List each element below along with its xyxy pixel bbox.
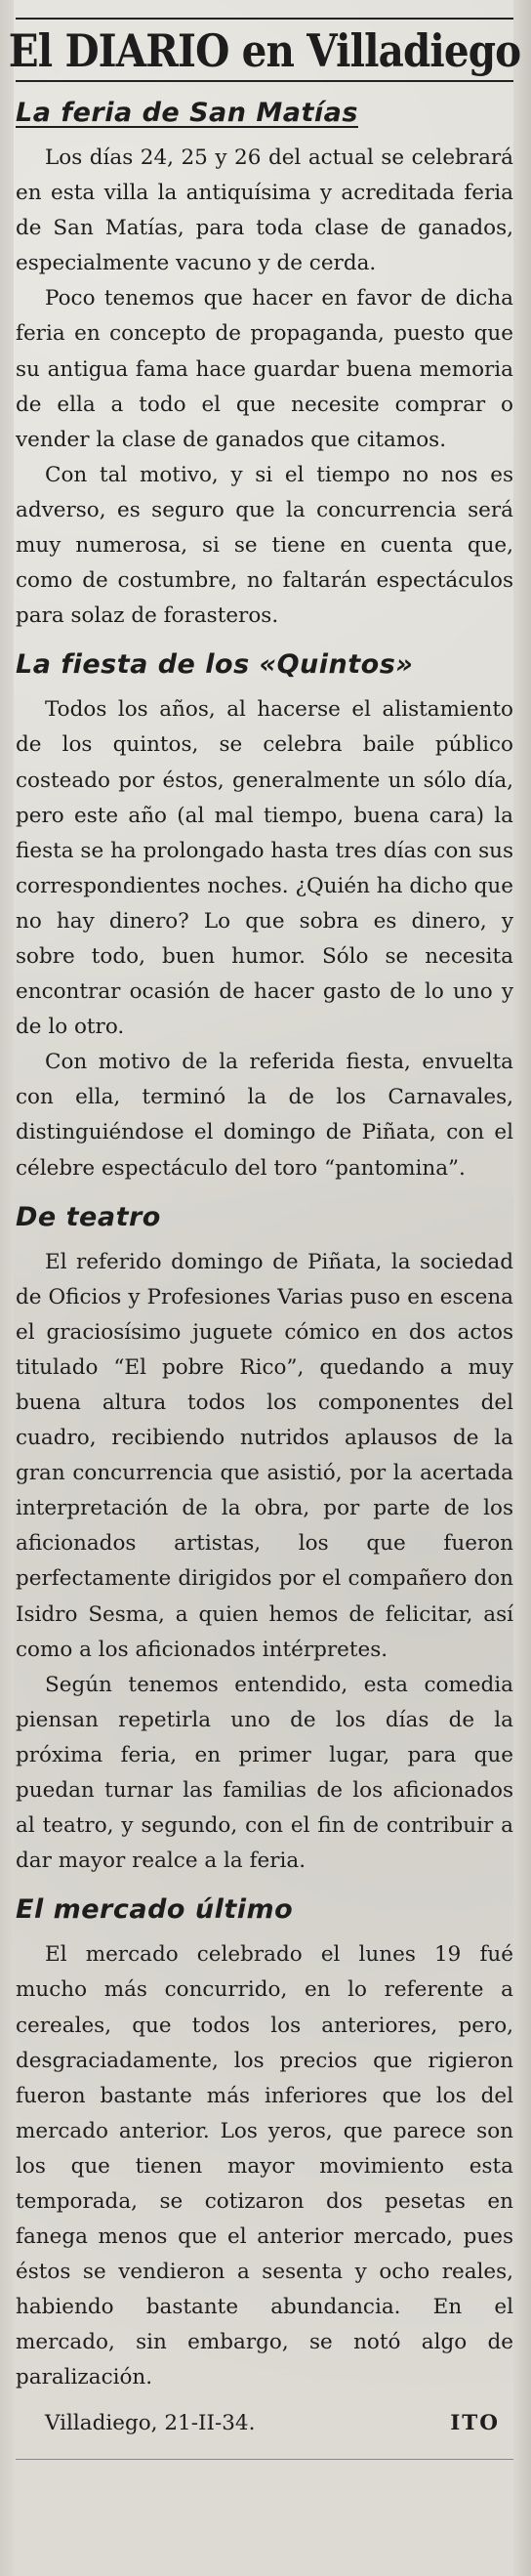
bottom-rule — [16, 2459, 513, 2460]
masthead — [8, 18, 521, 82]
section-mercado — [16, 1892, 513, 2395]
paragraph: Los días 24, 25 y 26 del actual se celebrará en esta villa la antiquísima y acreditada feria de San Matías, para toda clase de ganados, especialmente vacuno y de cerda. — [16, 145, 513, 276]
section-teatro — [16, 1200, 513, 1880]
article-footer — [16, 2406, 513, 2441]
section-heading: De teatro — [16, 1201, 161, 1232]
paragraph: Poco tenemos que hacer en favor de dicha feria en concepto de propaganda, puesto que su antigua fama hace guardar buena memoria de ella a todo el que necesite comprar o vender la clase de ganados que citamos. — [16, 286, 513, 452]
section-heading: La feria de San Matías — [16, 98, 358, 128]
paragraph: Con motivo de la referida fiesta, envuelta con ella, terminó la de los Carnavales, distinguiéndose el domingo de Piñata, con el célebre espectáculo del toro “pantomina”. — [16, 1050, 513, 1181]
dateline: Villadiego, 21-II-34. — [45, 2410, 256, 2435]
right-margin-strip — [513, 0, 531, 2576]
section-feria — [16, 96, 513, 634]
author-signature: ITO — [450, 2410, 500, 2435]
paragraph: Todos los años, al hacerse el alistamiento de los quintos, se celebra baile público costeado por éstos, generalmente un sólo día, pero este año (al mal tiempo, buena cara) la fiesta se ha prolongado hasta tres días con sus correspondientes noches. ¿Quién ha dicho que no hay dinero? Lo que sobra es dinero, y sobre todo, buen humor. Sólo se necesita encontrar ocasión de hacer gasto de lo uno y de lo otro. — [16, 697, 513, 1040]
section-quintos — [16, 647, 513, 1185]
paragraph: El mercado celebrado el lunes 19 fué mucho más concurrido, en lo referente a cereales, que todos los anteriores, pero, desgraciadamente, los precios que rigieron fueron bastante más inferiores que los del mercado anterior. Los yeros, que parece son los que tienen mayor movimiento esta temporada, se cotizaron dos pesetas en fanega menos que el anterior mercado, pues éstos se vendieron a sesenta y ocho reales, habiendo bastante abundancia. En el mercado, sin embargo, se notó algo de paralización. — [16, 1942, 513, 2390]
left-margin-strip — [0, 0, 14, 2576]
paragraph: Con tal motivo, y si el tiempo no nos es adverso, es seguro que la concurrencia será muy numerosa, si se tiene en cuenta que, como de costumbre, no faltarán espectáculos para solaz de forasteros. — [16, 462, 513, 629]
article-column — [8, 18, 521, 2460]
masthead-title: El DIARIO en Villadiego — [8, 24, 521, 77]
section-heading: El mercado último — [16, 1894, 294, 1926]
section-heading: La fiesta de los «Quintos» — [16, 649, 414, 681]
paragraph: Según tenemos entendido, esta comedia piensan repetirla uno de los días de la próxima feria, en primer lugar, para que puedan turnar las familias de los aficionados al teatro, y segundo, con el fin de contribuir a dar mayor realce a la feria. — [16, 1672, 513, 1874]
paragraph: El referido domingo de Piñata, la sociedad de Oficios y Profesiones Varias puso en escena el graciosísimo juguete cómico en dos actos titulado “El pobre Rico”, quedando a muy buena altura todos los componentes del cuadro, recibiendo nutridos aplausos de la gran concurrencia que asistió, por la acertada interpretación de la obra, por parte de los aficionados artistas, los que fueron perfectamente dirigidos por el compañero don Isidro Sesma, a quien hemos de felicitar, así como a los aficionados intérpretes. — [16, 1249, 513, 1662]
